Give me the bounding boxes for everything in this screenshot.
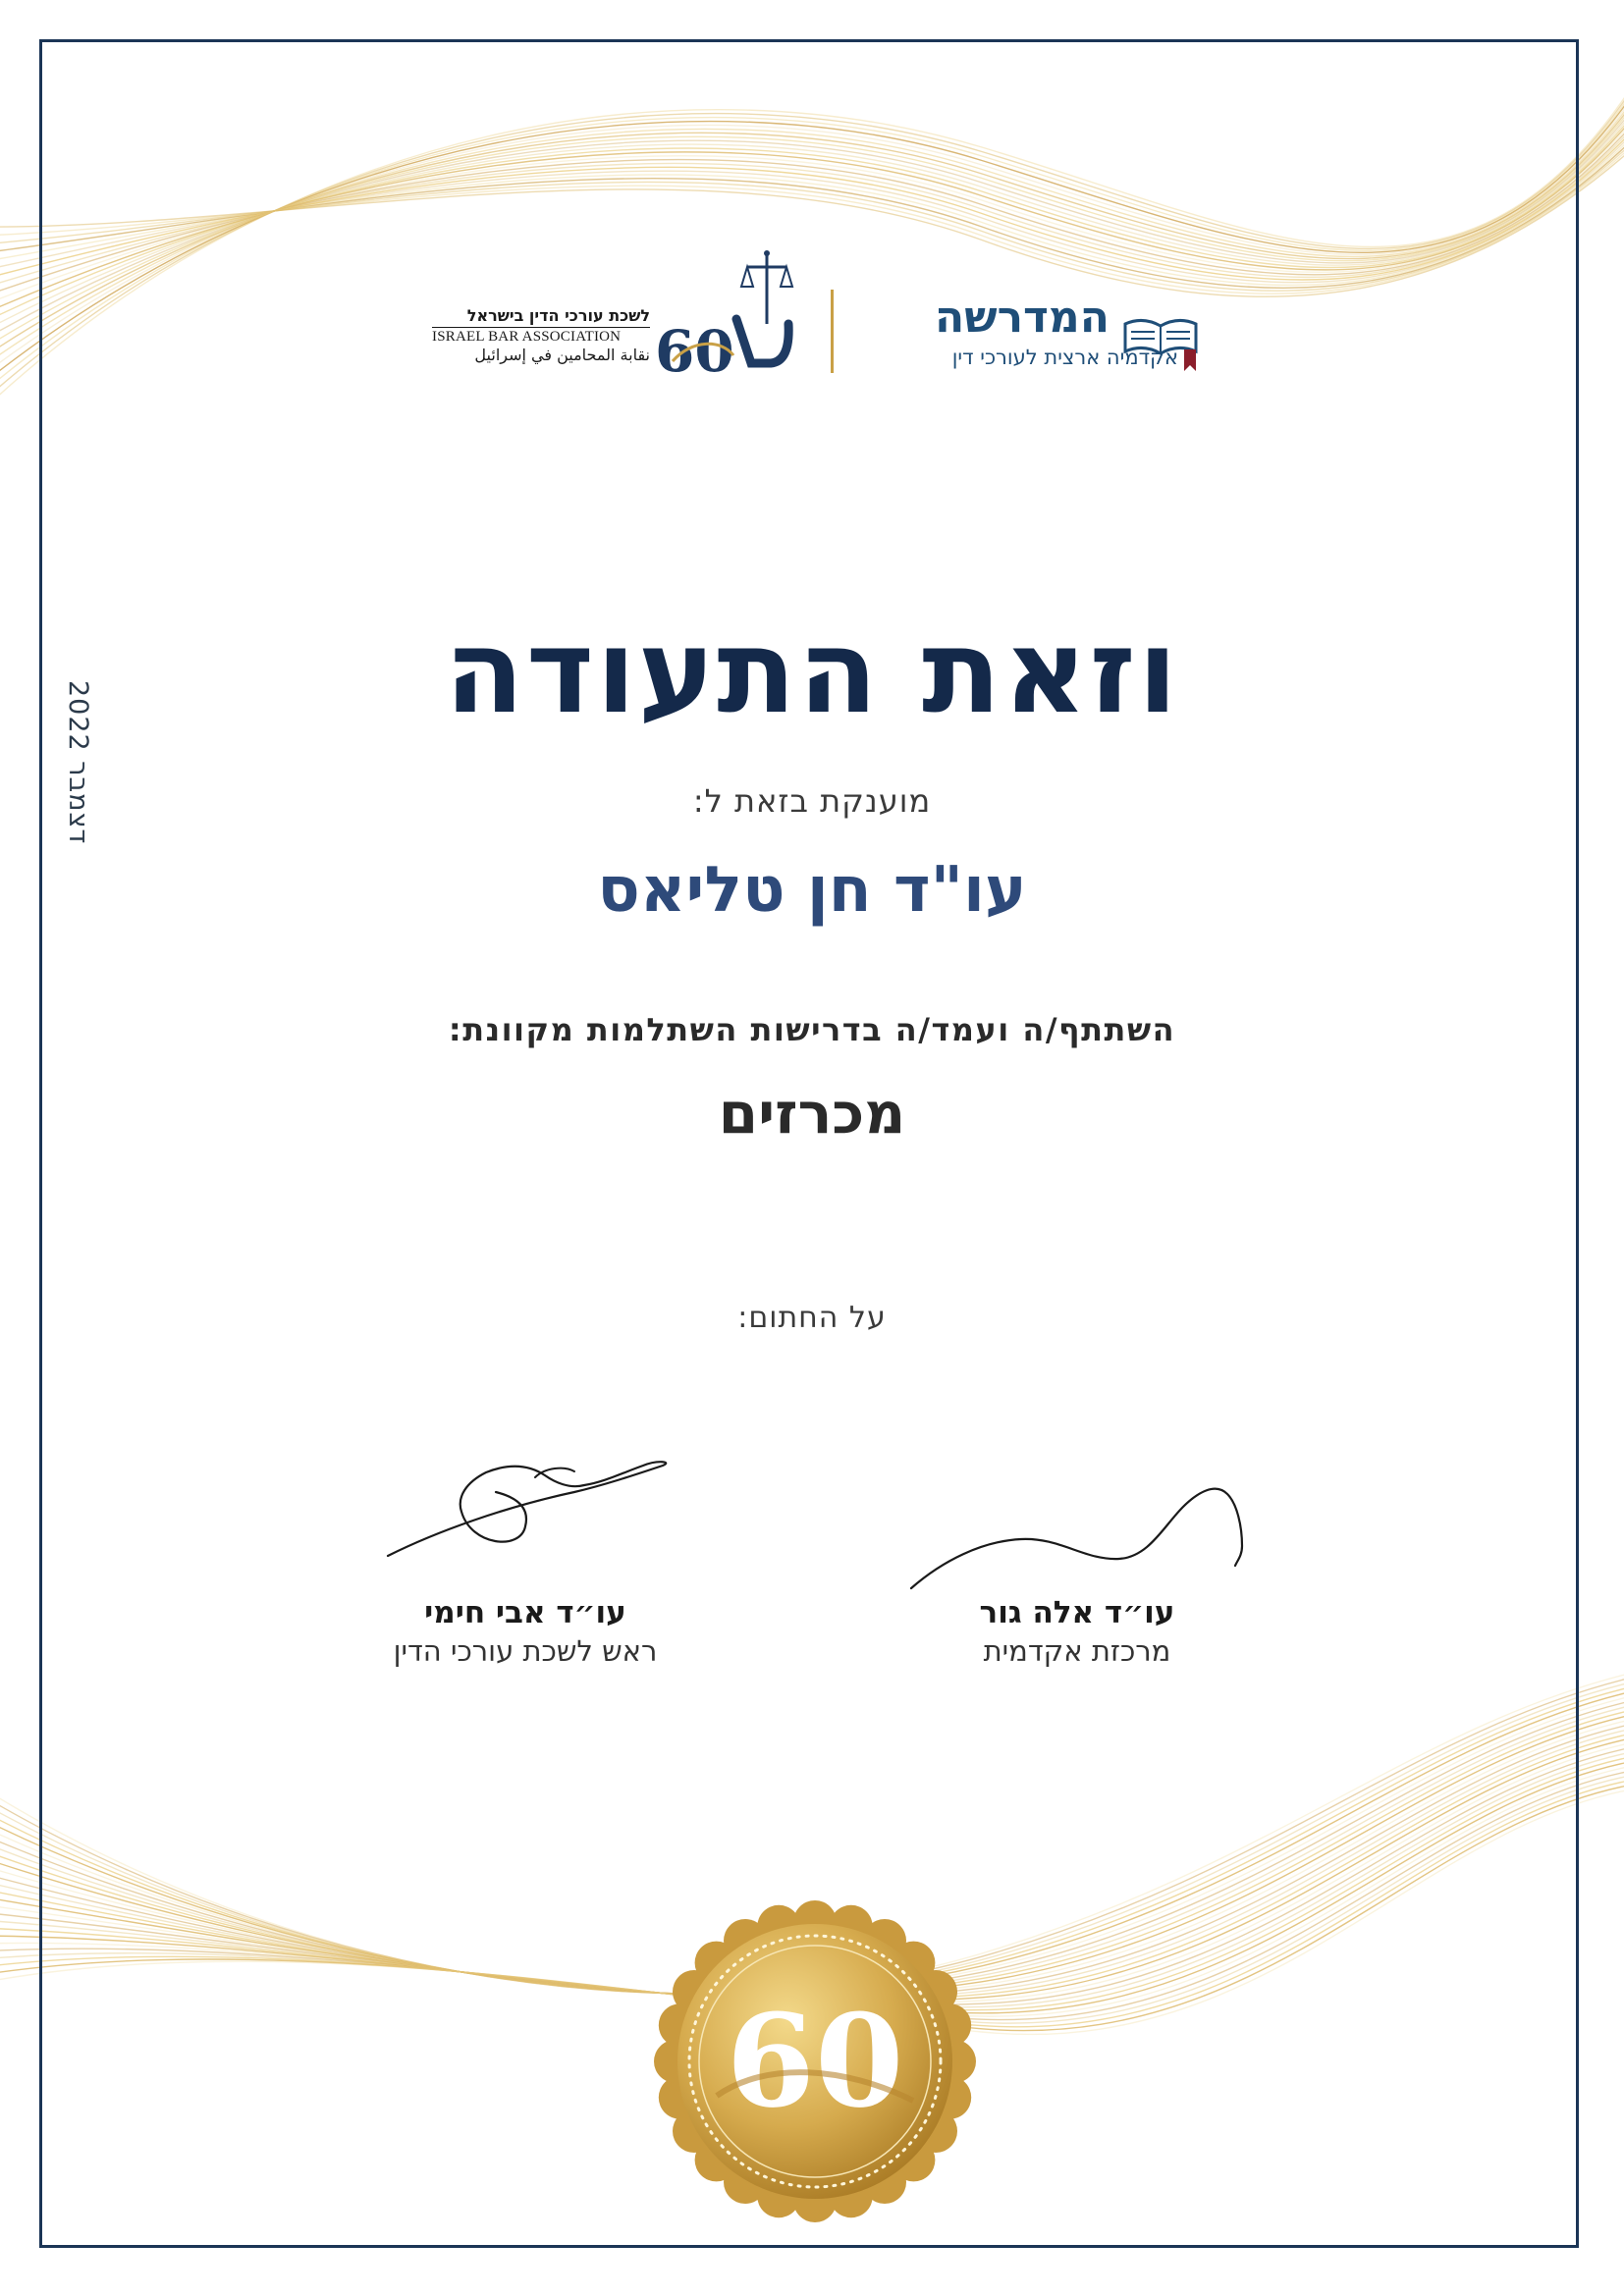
certificate-date: דצמבר 2022 [63,679,93,844]
bar-association-english-name: ISRAEL BAR ASSOCIATION [432,327,650,346]
signature-right [903,1472,1257,1600]
bar-association-arabic-name: نقابة المحامين في إسرائيل [474,346,650,364]
gold-seal [648,1895,982,2228]
seal-60-text: 60 [726,1986,904,2136]
certificate-title: וזאת התעודה [444,604,1180,739]
midrasha-name: המדרשה [934,293,1110,343]
signer-academic-coordinator [881,1595,1273,1668]
logo-divider [831,290,834,373]
bar-association-60-mark: 60 [655,318,734,385]
signer-name: עו״ד אלה גור [979,1595,1175,1630]
participation-statement: השתתף/ה ועמד/ה בדרישות השתלמות מקוונת: [448,1011,1176,1048]
midrasha-logo [864,245,1198,393]
bar-association-hebrew-name: לשכת עורכי הדין בישראל [466,306,650,325]
midrasha-subtitle: אקדמיה ארצית לעורכי דין [951,346,1178,369]
scales-of-justice-icon [653,245,810,393]
open-book-icon [1121,304,1200,373]
signer-name: עו״ד אבי חימי [424,1595,626,1630]
signature-left [378,1438,682,1585]
header-logos [432,245,1198,393]
signer-role: מרכזת אקדמית [983,1634,1171,1668]
signer-bar-head [329,1595,722,1668]
awarded-to-label: מוענקת בזאת ל: [692,782,932,820]
course-name: מכרזים [718,1080,906,1147]
signer-role: ראש לשכת עורכי הדין [393,1634,658,1668]
signed-by-label: על החתום: [737,1301,887,1335]
bar-association-logo [432,245,815,393]
recipient-name: עו"ד חן טליאס [597,854,1027,927]
